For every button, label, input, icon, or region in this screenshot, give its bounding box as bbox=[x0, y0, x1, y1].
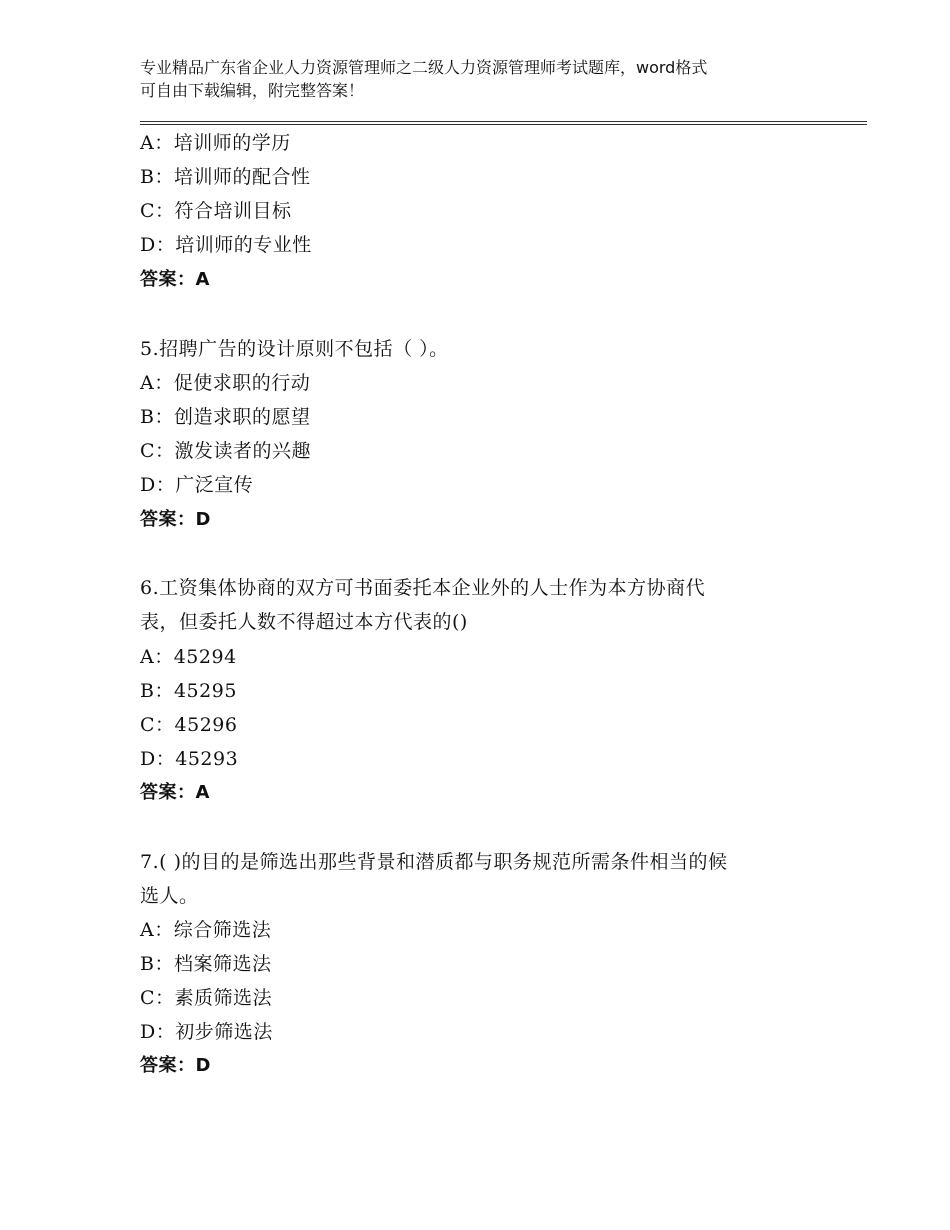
q5-answer: 答案：D bbox=[140, 509, 211, 530]
q7-question-line-1: 7.( )的目的是筛选出那些背景和潜质都与职务规范所需条件相当的候 bbox=[140, 851, 728, 873]
q4-option-c: C：符合培训目标 bbox=[140, 200, 292, 222]
q7-option-c: C：素质筛选法 bbox=[140, 987, 273, 1009]
q6-option-c: C：45296 bbox=[140, 714, 238, 736]
header-line-1: 专业精品广东省企业人力资源管理师之二级人力资源管理师考试题库，word格式 bbox=[140, 58, 708, 77]
header-line-2: 可自由下载编辑，附完整答案！ bbox=[140, 81, 365, 100]
q6-question-line-2: 表，但委托人数不得超过本方代表的() bbox=[140, 611, 468, 633]
q7-option-d: D：初步筛选法 bbox=[140, 1021, 273, 1043]
q6-option-b: B：45295 bbox=[140, 680, 237, 702]
q5-option-d: D：广泛宣传 bbox=[140, 474, 254, 496]
q5-option-c: C：激发读者的兴趣 bbox=[140, 440, 312, 462]
q6-option-a: A：45294 bbox=[140, 646, 237, 668]
q7-answer: 答案：D bbox=[140, 1055, 211, 1076]
q4-option-d: D：培训师的专业性 bbox=[140, 234, 312, 256]
q5-option-b: B：创造求职的愿望 bbox=[140, 406, 311, 428]
document-header bbox=[140, 56, 810, 102]
q7-option-b: B：档案筛选法 bbox=[140, 953, 272, 975]
q4-answer: 答案：A bbox=[140, 269, 210, 290]
q7-question-line-2: 选人。 bbox=[140, 885, 199, 907]
q6-answer: 答案：A bbox=[140, 782, 210, 803]
header-divider bbox=[140, 121, 867, 125]
q6-option-d: D：45293 bbox=[140, 748, 239, 770]
q6-question-line-1: 6.工资集体协商的双方可书面委托本企业外的人士作为本方协商代 bbox=[140, 577, 706, 599]
q5-question: 5.招聘广告的设计原则不包括（ ）。 bbox=[140, 338, 449, 360]
q4-option-a: A：培训师的学历 bbox=[140, 132, 291, 154]
q5-option-a: A：促使求职的行动 bbox=[140, 372, 311, 394]
q7-option-a: A：综合筛选法 bbox=[140, 919, 272, 941]
q4-option-b: B：培训师的配合性 bbox=[140, 166, 311, 188]
